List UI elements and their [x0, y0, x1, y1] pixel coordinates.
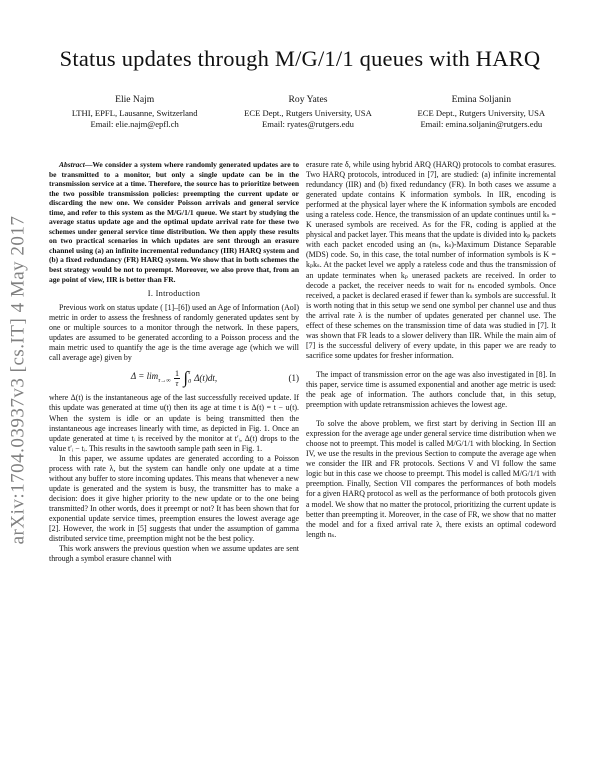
paragraph-gap: [306, 361, 556, 370]
abstract-text: —We consider a system where randomly generated updates are to be transmitted to a monitor, but only a single update can be in the transmission service at a time. Therefore, the source has to prioritize between the two possible transmission policies: preempting the current update or discarding the new one. We consider Poisson arrivals and general service time, and refer to this system as the M/G/1/1 queue. We start by studying the average status update age and the optimal update arrival rate for these two schemes under general service time distribution. We then apply these results on two practical scenarios in which updates are sent through an erasure channel using (a) an infinite incremental redundancy (IIR) HARQ system and (b) a fixed redundancy (FR) HARQ system. We show that in both schemes the best strategy would be not to preempt. Moreover, we also prove that, from an age point of view, IIR is better than FR.: [49, 160, 299, 284]
arxiv-identifier: arXiv:1704.03937v3 [cs.IT] 4 May 2017: [7, 215, 28, 545]
paper-title: Status updates through M/G/1/1 queues with HARQ: [59, 46, 541, 71]
integral-lower: 0: [188, 379, 192, 386]
equation-number: (1): [288, 373, 299, 384]
integral-upper: τ: [188, 370, 191, 377]
intro-paragraph-4: This work answers the previous question when we assume updates are sent through a symbol erasure channel with: [49, 544, 299, 564]
author-email: Email: elie.najm@epfl.ch: [90, 119, 179, 129]
author-email: Email: emina.soljanin@rutgers.edu: [420, 119, 543, 129]
intro-paragraph-6: The impact of transmission error on the age was also investigated in [8]. In this paper, service time is assumed exponential and another age metric is used: the peak age of information. The authors conclude that, in this setup, preemption with update retransmission achieves the lowest age.: [306, 369, 556, 410]
author-name: Roy Yates: [288, 94, 328, 105]
equation-integral: [183, 369, 217, 387]
equation-1: [49, 366, 299, 390]
integral-limits: [188, 369, 191, 387]
equation-fraction: [174, 369, 181, 388]
integrand: Δ(t)dt,: [194, 373, 218, 384]
abstract-label: Abstract: [59, 160, 85, 169]
fraction-numerator: 1: [174, 368, 179, 378]
intro-paragraph-5: erasure rate δ, while using hybrid ARQ (HARQ) protocols to combat erasures. Two HARQ protocols, introduced in [7], are studied: (a) infinite incremental redundancy (IIR) and (b) fixed redundancy (FR). In both cases we assume a generated update contains K information symbols. In IIR, encoding is performed at the physical layer where the K information symbols are encoded using a rateless code. Hence, the transmission of an update continues until kₛ = K unerased symbols are received. As for the FR, coding is applied at the physical and packet layer. This means that the update is divided into kₚ packets with each packet encoded using an (nₛ, kₛ)-Maximum Distance Separable (MDS) code. So, in this case, the total number of information symbols is K = kₚkₛ. At the packet level we apply a rateless code and thus the transmission of an update terminates when kₚ unerased packets are received. In order to decode a packet, the receiver needs to wait for nₛ encoded symbols. Once received, a packet is declared erased if fewer than kₛ symbols are successful. It is worth noting that in this setup we send one symbol per channel use and thus the arrival rate λ is the number of updates generated per channel use. The effect of these schemes on the transmission time of data was studied in [7]. It was shown that FR leads to a slower delivery than IIR. While the main aim of [7] is the successful delivery of every update, in this paper we are ready to sacrifice some updates for fresher information.: [306, 160, 556, 360]
section-heading: I. Introduction: [147, 289, 201, 299]
equation-lim: Δ = lim: [130, 371, 159, 382]
intro-paragraph-2: where Δ(t) is the instantaneous age of the last successfully received update. If this update was generated at time u(t) then its age at time t is Δ(t) = t − u(t). When the system is idle or an update is being transmitted then the instantaneous age increases linearly with time, as depicted in Fig. 1. Once an update generated at time tᵢ is received by the monitor at t′ᵢ, Δ(t) drops to the value t′ᵢ − tᵢ. This results in the sawtooth sample path seen in Fig. 1.: [49, 393, 299, 453]
author-name: Emina Soljanin: [451, 94, 512, 105]
author-affiliation: ECE Dept., Rutgers University, USA: [244, 107, 372, 118]
arxiv-identifier-sidebar: [2, 215, 34, 545]
integral-sign: ∫: [183, 368, 189, 388]
right-column: [306, 160, 556, 540]
author-block: [48, 94, 568, 131]
intro-paragraph-1: Previous work on status update ( [1]–[6]) used an Age of Information (AoI) metric in order to assess the freshness of randomly generated updates sent by one or multiple sources to a monitor through the network. In these papers, updates are assumed to be generated according to a Poisson process and the main metric used to quantify the age is the time average age (which we will call average age) given by: [49, 303, 299, 363]
fraction-denominator: τ: [175, 378, 179, 388]
author-email: Email: ryates@rutgers.edu: [262, 119, 354, 129]
intro-paragraph-3: In this paper, we assume updates are generated according to a Poisson process with rate λ, but the system can handle only one update at a time without any buffer to store incoming updates. This means that whenever a new update is generated and the system is busy, the transmitter has to make a decision: does it give higher priority to the new update or to the one being transmitted? In other words, does it preempt or not? It has been shown that for exponential update service times, preemption ensures the lowest average age [2]. However, the work in [5] suggests that under the assumption of gamma distributed service time, preemption might not be the best policy.: [49, 453, 299, 544]
equation-limit: τ→∞: [158, 377, 171, 384]
abstract: [49, 160, 299, 284]
paragraph-gap: [306, 410, 556, 419]
author-affiliation: ECE Dept., Rutgers University, USA: [417, 107, 546, 118]
author-1: [48, 94, 221, 131]
author-affiliation: LTHI, EPFL, Lausanne, Switzerland: [71, 107, 198, 118]
left-column: [49, 160, 299, 564]
author-2: [221, 94, 394, 131]
intro-paragraph-7: To solve the above problem, we first start by deriving in Section III an expression for the average age under general service time distribution when we choose not to preempt. This model is called M/G/1/1 with blocking. In Section IV, we use the results in the previous Section to compute the average age when we consider the IIR and FR protocols. Sections V and VI follow the same logic but in this case we choose to preempt. This model is called M/G/1/1 with preemption. Finally, Section VII compares the performances of both models for a given HARQ protocol as well as the performance of both protocols given a model. We show that no matter the protocol, prioritizing the current update is better than preempting it. Moreover, in the case of FR, we show that no matter the model and for a fixed arrival rate λ, there exists an optimal codeword length nₛ.: [306, 419, 556, 539]
author-3: [395, 94, 568, 131]
equation-lhs: [131, 371, 171, 386]
author-name: Elie Najm: [115, 94, 155, 105]
